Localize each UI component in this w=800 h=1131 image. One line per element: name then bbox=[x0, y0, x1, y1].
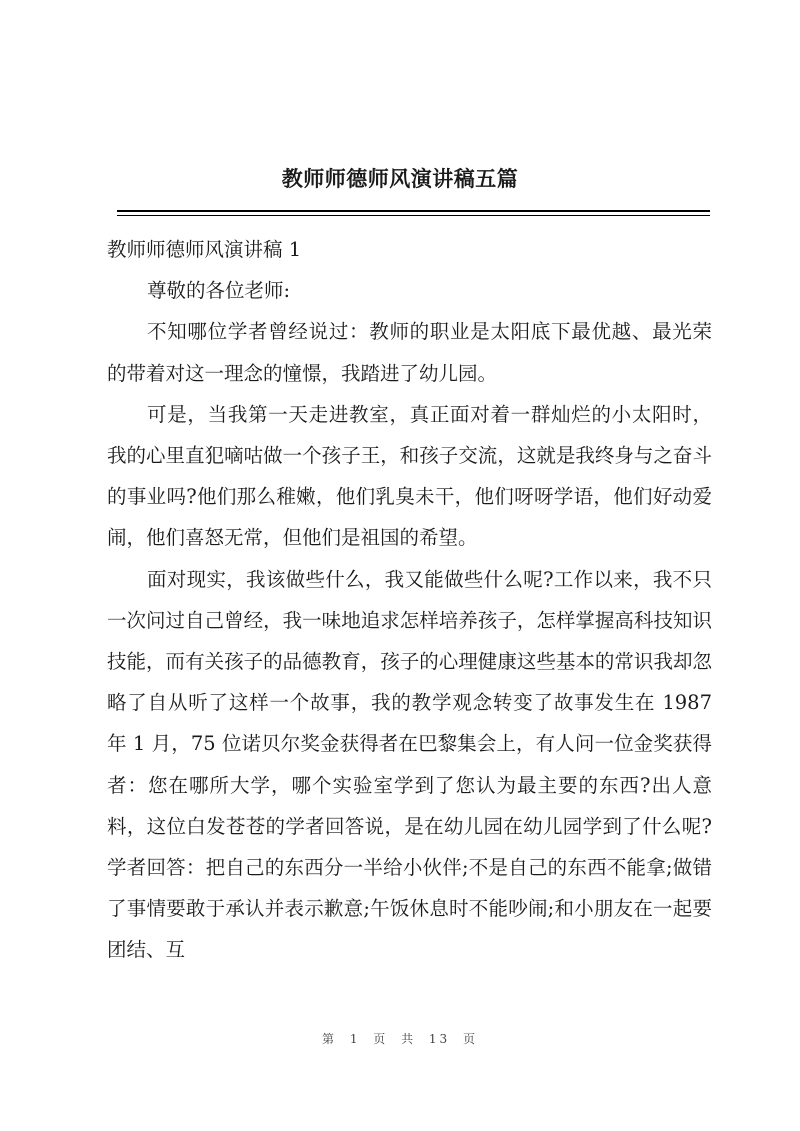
page-footer: 第 1 页 共 13 页 bbox=[322, 1032, 478, 1046]
greeting: 尊敬的各位老师: bbox=[147, 279, 291, 303]
paragraph-1: 不知哪位学者曾经说过：教师的职业是太阳底下最优越、最光荣的带着对这一理念的憧憬，我踏进了幼儿园。 bbox=[107, 320, 712, 385]
document-title: 教师师德师风演讲稿五篇 bbox=[281, 167, 519, 191]
title-underline bbox=[117, 210, 710, 212]
document-body bbox=[107, 229, 712, 971]
section-heading: 教师师德师风演讲稿 1 bbox=[107, 238, 302, 261]
paragraph-2: 可是，当我第一天走进教室，真正面对着一群灿烂的小太阳时，我的心里直犯嘀咕做一个孩子王，和孩子交流，这就是我终身与之奋斗的事业吗?他们那么稚嫩，他们乳臭未干，他们呀呀学语，他们好动爱闹，他们喜怒无常，但他们是祖国的希望。 bbox=[107, 402, 712, 550]
title-underline-thin bbox=[117, 215, 710, 216]
paragraph-3: 面对现实，我该做些什么，我又能做些什么呢?工作以来，我不只一次问过自己曾经，我一味地追求怎样培养孩子，怎样掌握高科技知识技能，而有关孩子的品德教育，孩子的心理健康这些基本的常识我却忽略了自从听了这样一个故事，我的教学观念转变了故事发生在 1987 年 1 月，75 位诺贝尔奖金获得者在巴黎集会上，有人问一位金奖获得者：您在哪所大学，哪个实验室学到了您认为最主要的东西?出人意料，这位白发苍苍的学者回答说，是在幼儿园在幼儿园学到了什么呢?学者回答：把自己的东西分一半给小伙伴;不是自己的东西不能拿;做错了事情要敢于承认并表示歉意;午饭休息时不能吵闹;和小朋友在一起要团结、互 bbox=[107, 567, 712, 962]
